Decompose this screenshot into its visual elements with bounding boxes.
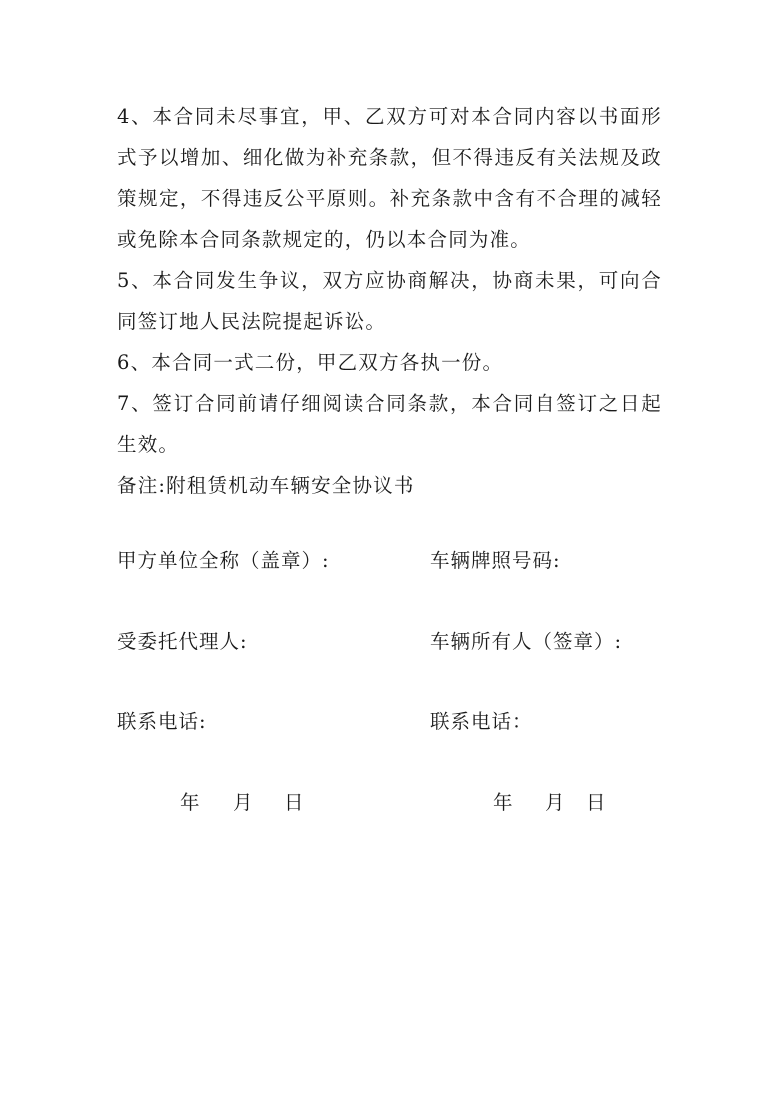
vehicle-plate-label: 车辆牌照号码: [430,549,561,572]
signature-row-3 [117,707,677,737]
clause-4: 4、本合同未尽事宜，甲、乙双方可对本合同内容以书面形式予以增加、细化做为补充条款，但不得违反有关法规及政策规定，不得违反公平原则。补充条款中含有不合理的减轻或免除本合同条款规定的，仍以本合同为准。 [117,105,662,251]
date-right-year: 年 [493,791,513,814]
signature-row-1 [117,546,677,576]
vehicle-owner-label: 车辆所有人（签章）: [430,630,623,653]
date-right-day: 日 [586,791,606,814]
clause-7: 7、签订合同前请仔细阅读合同条款，本合同自签订之日起生效。 [117,392,662,456]
agent-label: 受委托代理人: [117,630,248,653]
date-left-month: 月 [233,791,253,814]
contract-clauses [117,96,662,506]
phone-label-left: 联系电话: [117,710,207,733]
date-left-day: 日 [284,791,304,814]
attachment-note: 备注:附租赁机动车辆安全协议书 [117,474,415,497]
phone-label-right: 联系电话： [430,710,533,733]
clause-6: 6、本合同一式二份，甲乙双方各执一份。 [117,351,504,374]
party-a-name-label: 甲方单位全称（盖章）: [117,549,330,572]
signature-row-2 [117,627,677,657]
clause-5: 5、本合同发生争议，双方应协商解决，协商未果，可向合同签订地人民法院提起诉讼。 [117,269,662,333]
date-left-year: 年 [180,791,200,814]
date-row [0,788,774,818]
date-right-month: 月 [545,791,565,814]
